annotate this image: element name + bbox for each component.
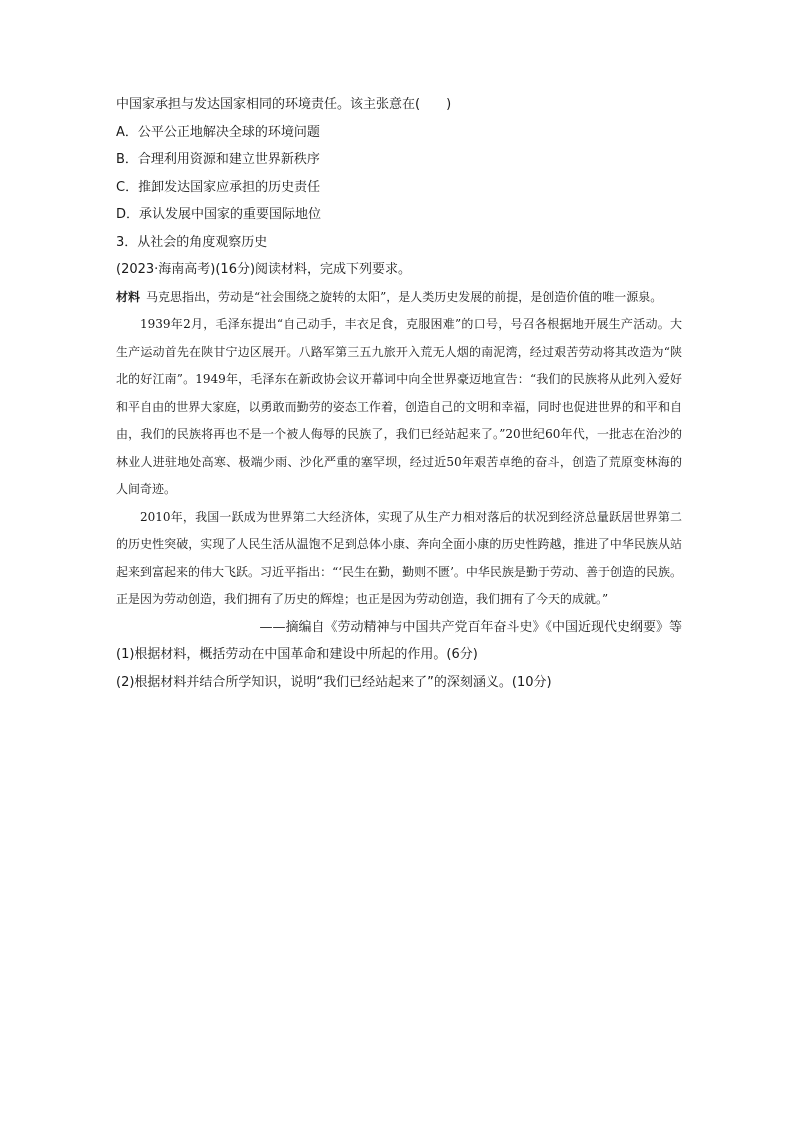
material-intro-paragraph — [116, 284, 682, 312]
material-label: 材料 — [116, 289, 141, 304]
section-3-heading: 3．从社会的角度观察历史 — [116, 234, 268, 250]
question-2-stem-tail: 中国家承担与发达国家相同的环境责任。该主张意在( ) — [116, 97, 452, 112]
material-paragraph-1: 1939年2月，毛泽东提出“自己动手，丰衣足食，克服困难”的口号，号召各根据地开展生产活动。大生产运动首先在陕甘宁边区展开。八路军第三五九旅开入荒无人烟的南泥湾，经过艰苦劳动将其改造为“陕北的好江南”。1949年，毛泽东在新政协会议开幕词中向全世界豪迈地宣告：“我们的民族将从此列入爱好和平自由的世界大家庭，以勇敢而勤劳的姿态工作着，创造自己的文明和幸福，同时也促进世界的和平和自由，我们的民族将再也不是一个被人侮辱的民族了，我们已经站起来了。”20世纪60年代，一批志在治沙的林业人进驻地处高寒、极端少雨、沙化严重的塞罕坝，经过近50年艰苦卓绝的奋斗，创造了荒原变林海的人间奇迹。 — [116, 317, 682, 496]
sub-question-1: (1)根据材料，概括劳动在中国革命和建设中所起的作用。(6分) — [116, 647, 478, 662]
material-block — [116, 284, 682, 614]
option-b: B．合理利用资源和建立世界新秩序 — [116, 152, 320, 167]
option-a: A．公平公正地解决全球的环境问题 — [116, 124, 320, 140]
material-paragraph-2: 2010年，我国一跃成为世界第二大经济体，实现了从生产力相对落后的状况到经济总量跃居世界第二的历史性突破，实现了人民生活从温饱不足到总体小康、奔向全面小康的历史性跨越，推进了中华民族从站起来到富起来的伟大飞跃。习近平指出：“‘民生在勤，勤则不匮’。中华民族是勤于劳动、善于创造的民族。正是因为劳动创造，我们拥有了历史的辉煌；也正是因为劳动创造，我们拥有了今天的成就。” — [116, 509, 682, 606]
page-content — [116, 91, 682, 696]
exam-source-line: (2023·海南高考)(16分)阅读材料，完成下列要求。 — [116, 262, 412, 277]
material-attribution: ——摘编自《劳动精神与中国共产党百年奋斗史》《中国近现代史纲要》等 — [259, 619, 682, 635]
option-d: D．承认发展中国家的重要国际地位 — [116, 207, 322, 222]
option-c: C．推卸发达国家应承担的历史责任 — [116, 179, 321, 195]
sub-question-2: (2)根据材料并结合所学知识，说明“我们已经站起来了”的深刻涵义。(10分) — [116, 674, 552, 690]
material-intro: 马克思指出，劳动是“社会围绕之旋转的太阳”，是人类历史发展的前提，是创造价值的唯一源泉。 — [146, 289, 663, 304]
